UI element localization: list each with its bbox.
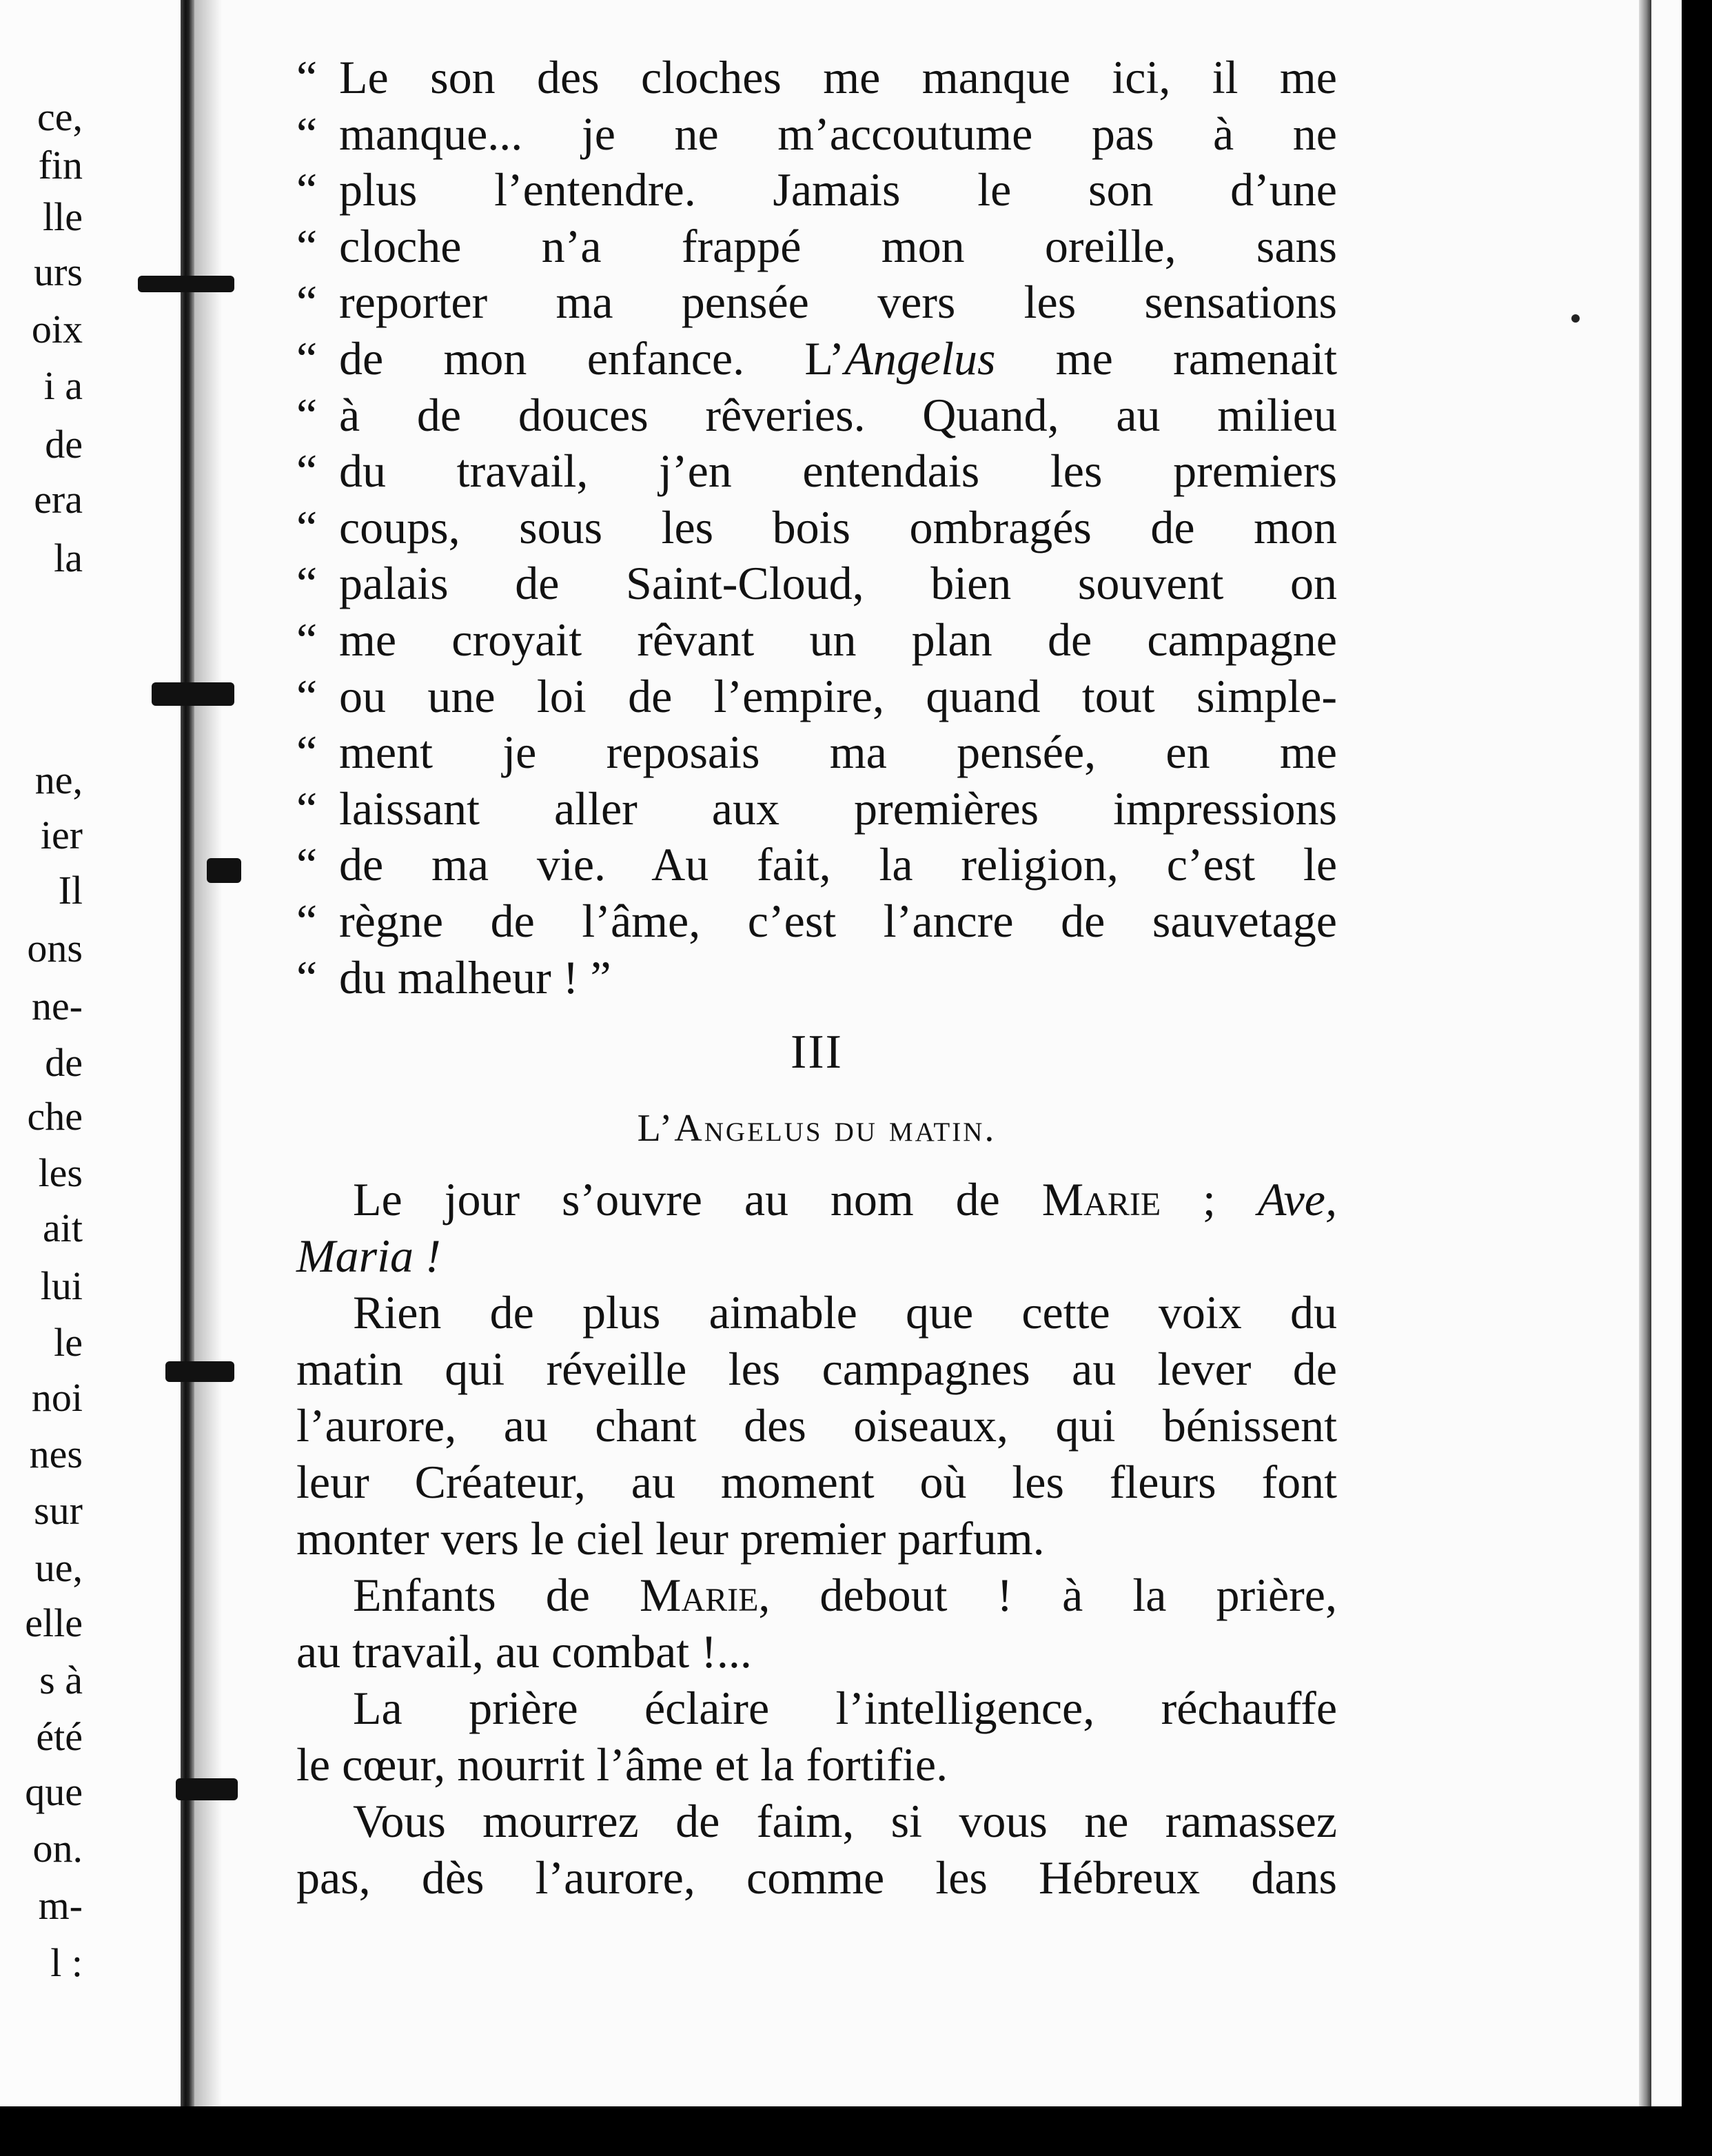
quote-line bbox=[296, 612, 1337, 669]
quote-line bbox=[296, 443, 1337, 500]
quote-line bbox=[296, 950, 1337, 1006]
left-page-fragment: m- bbox=[38, 1883, 83, 1928]
quote-text: laissant aller aux premières impressions bbox=[339, 782, 1337, 835]
quote-line bbox=[296, 50, 1337, 106]
binding-stitch bbox=[176, 1778, 238, 1800]
quote-mark: “ bbox=[296, 838, 318, 891]
paragraph-line: matin qui réveille les campagnes au lever de bbox=[296, 1343, 1337, 1396]
left-page-fragment: sur bbox=[34, 1488, 83, 1533]
left-page-fragment: nes bbox=[29, 1432, 83, 1476]
quote-line bbox=[296, 331, 1337, 387]
quote-text: du malheur ! ” bbox=[339, 950, 611, 1004]
quote-mark: “ bbox=[296, 669, 318, 722]
paragraph-line: l’aurore, au chant des oiseaux, qui bénissent bbox=[296, 1399, 1337, 1452]
left-page-fragment: de bbox=[45, 1040, 83, 1085]
paragraph-line: pas, dès l’aurore, comme les Hébreux dans bbox=[296, 1851, 1337, 1904]
left-page-fragment: ier bbox=[40, 813, 83, 857]
paragraph bbox=[296, 1567, 1337, 1680]
quote-line bbox=[296, 387, 1337, 444]
paragraph-line: Rien de plus aimable que cette voix du bbox=[353, 1286, 1337, 1339]
left-page-fragment: noi bbox=[31, 1375, 83, 1420]
napoleon-quote bbox=[296, 50, 1337, 1006]
main-text-block bbox=[296, 50, 1337, 1906]
quote-text: ou une loi de l’empire, quand tout simple- bbox=[339, 669, 1337, 722]
quote-mark: “ bbox=[296, 500, 318, 553]
left-page-fragment: les bbox=[38, 1150, 83, 1195]
left-page-fragment: s à bbox=[39, 1658, 83, 1702]
left-page-fragment: ce, bbox=[37, 94, 83, 139]
quote-line bbox=[296, 781, 1337, 837]
quote-text: coups, sous les bois ombragés de mon bbox=[339, 500, 1337, 553]
quote-line bbox=[296, 162, 1337, 218]
left-page-fragment: ne, bbox=[34, 757, 83, 802]
quote-mark: “ bbox=[296, 51, 318, 103]
quote-text: palais de Saint-Cloud, bien souvent on bbox=[339, 557, 1337, 610]
left-page-fragment: che bbox=[27, 1094, 83, 1139]
paragraph-line: Le jour s’ouvre au nom de Marie ; Ave, bbox=[353, 1173, 1337, 1226]
quote-text: à de douces rêveries. Quand, au milieu bbox=[339, 388, 1337, 441]
quote-mark: “ bbox=[296, 557, 318, 610]
paragraph-line: Vous mourrez de faim, si vous ne ramassez bbox=[353, 1795, 1337, 1848]
quote-mark: “ bbox=[296, 163, 318, 216]
quote-mark: “ bbox=[296, 950, 318, 1004]
paragraph-line: Maria ! bbox=[296, 1230, 441, 1283]
binding-stitch bbox=[138, 276, 234, 292]
binding-stitch bbox=[165, 1361, 234, 1382]
paragraph-line: La prière éclaire l’intelligence, réchauffe bbox=[353, 1682, 1337, 1735]
left-page-fragment: i a bbox=[43, 363, 83, 408]
paragraph-line: le cœur, nourrit l’âme et la fortifie. bbox=[296, 1738, 948, 1791]
quote-text: ment je reposais ma pensée, en me bbox=[339, 726, 1337, 779]
left-page-fragment: Il bbox=[58, 868, 83, 913]
ink-speck bbox=[1571, 314, 1580, 323]
quote-line bbox=[296, 500, 1337, 556]
quote-mark: “ bbox=[296, 613, 318, 666]
section-title: L’Angelus du matin. bbox=[637, 1107, 997, 1150]
left-page-fragment: la bbox=[54, 536, 83, 580]
quote-mark: “ bbox=[296, 445, 318, 498]
left-page-fragment: lle bbox=[43, 194, 83, 239]
left-page-fragment: elle bbox=[25, 1600, 83, 1645]
adjacent-page-fragment bbox=[0, 0, 186, 2106]
paragraph-line: au travail, au combat !... bbox=[296, 1625, 752, 1678]
quote-line bbox=[296, 837, 1337, 893]
quote-line bbox=[296, 218, 1337, 275]
quote-mark: “ bbox=[296, 726, 318, 779]
quote-line bbox=[296, 669, 1337, 725]
quote-mark: “ bbox=[296, 894, 318, 947]
quote-mark: “ bbox=[296, 332, 318, 385]
quote-text: du travail, j’en entendais les premiers bbox=[339, 445, 1337, 498]
quote-mark: “ bbox=[296, 107, 318, 160]
quote-text: manque... je ne m’accoutume pas à ne bbox=[339, 107, 1337, 160]
page-edge bbox=[1639, 0, 1651, 2106]
quote-line bbox=[296, 106, 1337, 163]
paragraph bbox=[296, 1284, 1337, 1567]
section-number: III bbox=[791, 1026, 843, 1079]
left-page-fragment: lui bbox=[40, 1263, 83, 1308]
left-page-fragment: fin bbox=[38, 143, 83, 187]
quote-text: plus l’entendre. Jamais le son d’une bbox=[339, 163, 1337, 216]
left-page-fragment: on. bbox=[32, 1826, 83, 1871]
left-page-fragment: ons bbox=[27, 926, 83, 970]
quote-line bbox=[296, 893, 1337, 950]
paragraph bbox=[296, 1680, 1337, 1793]
paragraph bbox=[296, 1793, 1337, 1906]
left-page-fragment: l : bbox=[50, 1940, 83, 1985]
left-page-fragment: ue, bbox=[34, 1545, 83, 1590]
quote-text: me croyait rêvant un plan de campagne bbox=[339, 613, 1337, 666]
quote-text: de ma vie. Au fait, la religion, c’est le bbox=[339, 838, 1337, 891]
left-page-fragment: de bbox=[45, 422, 83, 467]
quote-line bbox=[296, 274, 1337, 331]
paragraph-line: leur Créateur, au moment où les fleurs font bbox=[296, 1456, 1337, 1509]
left-page-fragment: le bbox=[54, 1320, 83, 1365]
left-page-fragment: ait bbox=[43, 1206, 83, 1250]
quote-text: reporter ma pensée vers les sensations bbox=[339, 276, 1337, 329]
left-page-fragment: era bbox=[34, 477, 83, 522]
quote-mark: “ bbox=[296, 388, 318, 441]
body-paragraphs bbox=[296, 1171, 1337, 1906]
binding-stitch bbox=[207, 858, 241, 883]
quote-mark: “ bbox=[296, 782, 318, 835]
paragraph-line: Enfants de Marie, debout ! à la prière, bbox=[353, 1569, 1337, 1622]
quote-mark: “ bbox=[296, 276, 318, 329]
left-page-fragment: ne- bbox=[31, 984, 83, 1028]
left-page-fragment: oix bbox=[31, 307, 83, 352]
left-page-fragment: été bbox=[36, 1714, 83, 1759]
binding-stitch bbox=[152, 682, 234, 706]
quote-text: règne de l’âme, c’est l’ancre de sauvetage bbox=[339, 894, 1337, 947]
quote-text: cloche n’a frappé mon oreille, sans bbox=[339, 219, 1337, 272]
quote-text: de mon enfance. L’Angelus me ramenait bbox=[339, 332, 1337, 385]
quote-mark: “ bbox=[296, 219, 318, 272]
quote-text: Le son des cloches me manque ici, il me bbox=[339, 51, 1337, 103]
quote-line bbox=[296, 556, 1337, 612]
paragraph bbox=[296, 1171, 1337, 1284]
quote-line bbox=[296, 724, 1337, 781]
left-page-fragment: que bbox=[25, 1769, 83, 1814]
left-page-fragment: urs bbox=[34, 250, 83, 294]
paragraph-line: monter vers le ciel leur premier parfum. bbox=[296, 1512, 1045, 1565]
